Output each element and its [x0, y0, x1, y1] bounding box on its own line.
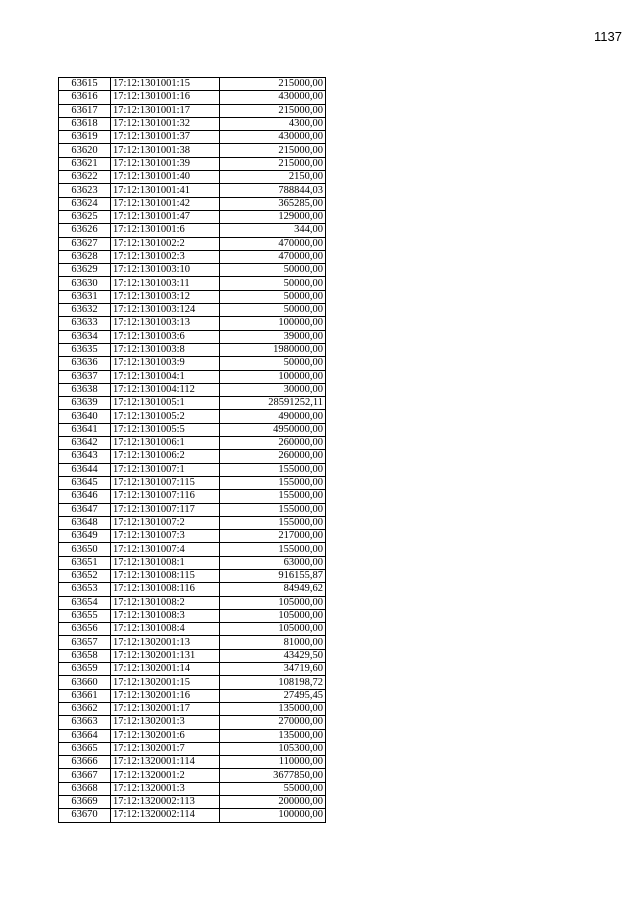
- row-number-cell: 63639: [59, 397, 111, 410]
- cadastral-number-cell: 17:12:1301001:39: [111, 157, 220, 170]
- cadastral-number-cell: 17:12:1301005:2: [111, 410, 220, 423]
- cadastral-number-cell: 17:12:1301007:4: [111, 543, 220, 556]
- amount-cell: 4300,00: [220, 117, 326, 130]
- row-number-cell: 63646: [59, 490, 111, 503]
- amount-cell: 105000,00: [220, 623, 326, 636]
- table-row: [59, 157, 326, 170]
- cadastral-number-cell: 17:12:1301003:12: [111, 290, 220, 303]
- amount-cell: 110000,00: [220, 756, 326, 769]
- amount-cell: 100000,00: [220, 809, 326, 822]
- table-row: [59, 623, 326, 636]
- cadastral-number-cell: 17:12:1301006:1: [111, 437, 220, 450]
- cadastral-number-cell: 17:12:1301003:8: [111, 343, 220, 356]
- amount-cell: 27495,45: [220, 689, 326, 702]
- table-row: [59, 556, 326, 569]
- row-number-cell: 63666: [59, 756, 111, 769]
- table-row: [59, 583, 326, 596]
- table-row: [59, 423, 326, 436]
- cadastral-number-cell: 17:12:1301008:115: [111, 569, 220, 582]
- amount-cell: 84949,62: [220, 583, 326, 596]
- cadastral-number-cell: 17:12:1301008:4: [111, 623, 220, 636]
- row-number-cell: 63623: [59, 184, 111, 197]
- row-number-cell: 63629: [59, 264, 111, 277]
- row-number-cell: 63643: [59, 450, 111, 463]
- table-row: [59, 184, 326, 197]
- cadastral-number-cell: 17:12:1301001:32: [111, 117, 220, 130]
- row-number-cell: 63661: [59, 689, 111, 702]
- amount-cell: 260000,00: [220, 450, 326, 463]
- cadastral-number-cell: 17:12:1301002:3: [111, 250, 220, 263]
- table-row: [59, 689, 326, 702]
- amount-cell: 215000,00: [220, 157, 326, 170]
- amount-cell: 155000,00: [220, 476, 326, 489]
- cadastral-number-cell: 17:12:1320002:114: [111, 809, 220, 822]
- table-body: [59, 78, 326, 823]
- table-row: [59, 716, 326, 729]
- table-row: [59, 463, 326, 476]
- row-number-cell: 63642: [59, 437, 111, 450]
- cadastral-number-cell: 17:12:1302001:3: [111, 716, 220, 729]
- amount-cell: 105300,00: [220, 742, 326, 755]
- table-row: [59, 370, 326, 383]
- row-number-cell: 63633: [59, 317, 111, 330]
- row-number-cell: 63628: [59, 250, 111, 263]
- table-row: [59, 210, 326, 223]
- data-table: [58, 77, 326, 823]
- cadastral-number-cell: 17:12:1301002:2: [111, 237, 220, 250]
- row-number-cell: 63662: [59, 702, 111, 715]
- amount-cell: 490000,00: [220, 410, 326, 423]
- table-row: [59, 609, 326, 622]
- amount-cell: 217000,00: [220, 530, 326, 543]
- table-row: [59, 437, 326, 450]
- cadastral-number-cell: 17:12:1302001:13: [111, 636, 220, 649]
- row-number-cell: 63622: [59, 171, 111, 184]
- amount-cell: 430000,00: [220, 131, 326, 144]
- amount-cell: 39000,00: [220, 330, 326, 343]
- cadastral-number-cell: 17:12:1320002:113: [111, 796, 220, 809]
- table-row: [59, 663, 326, 676]
- table-row: [59, 317, 326, 330]
- table-row: [59, 383, 326, 396]
- amount-cell: 30000,00: [220, 383, 326, 396]
- amount-cell: 215000,00: [220, 144, 326, 157]
- cadastral-number-cell: 17:12:1302001:16: [111, 689, 220, 702]
- page-number: 1137: [594, 29, 622, 44]
- row-number-cell: 63624: [59, 197, 111, 210]
- row-number-cell: 63620: [59, 144, 111, 157]
- amount-cell: 430000,00: [220, 91, 326, 104]
- row-number-cell: 63647: [59, 503, 111, 516]
- table-row: [59, 809, 326, 822]
- cadastral-number-cell: 17:12:1301001:38: [111, 144, 220, 157]
- table-row: [59, 104, 326, 117]
- table-row: [59, 410, 326, 423]
- cadastral-number-cell: 17:12:1301005:1: [111, 397, 220, 410]
- amount-cell: 344,00: [220, 224, 326, 237]
- row-number-cell: 63652: [59, 569, 111, 582]
- table-row: [59, 676, 326, 689]
- amount-cell: 105000,00: [220, 609, 326, 622]
- table-row: [59, 250, 326, 263]
- cadastral-number-cell: 17:12:1301003:11: [111, 277, 220, 290]
- row-number-cell: 63655: [59, 609, 111, 622]
- table-row: [59, 237, 326, 250]
- amount-cell: 155000,00: [220, 463, 326, 476]
- table-row: [59, 476, 326, 489]
- amount-cell: 215000,00: [220, 78, 326, 91]
- row-number-cell: 63660: [59, 676, 111, 689]
- table-row: [59, 782, 326, 795]
- amount-cell: 155000,00: [220, 503, 326, 516]
- cadastral-number-cell: 17:12:1301008:116: [111, 583, 220, 596]
- cadastral-number-cell: 17:12:1301001:17: [111, 104, 220, 117]
- amount-cell: 100000,00: [220, 370, 326, 383]
- row-number-cell: 63621: [59, 157, 111, 170]
- table-row: [59, 343, 326, 356]
- row-number-cell: 63664: [59, 729, 111, 742]
- table-row: [59, 756, 326, 769]
- table-row: [59, 503, 326, 516]
- row-number-cell: 63665: [59, 742, 111, 755]
- row-number-cell: 63637: [59, 370, 111, 383]
- amount-cell: 470000,00: [220, 250, 326, 263]
- amount-cell: 788844,03: [220, 184, 326, 197]
- table-row: [59, 530, 326, 543]
- cadastral-number-cell: 17:12:1301005:5: [111, 423, 220, 436]
- cadastral-number-cell: 17:12:1301001:15: [111, 78, 220, 91]
- cadastral-number-cell: 17:12:1301007:117: [111, 503, 220, 516]
- cadastral-number-cell: 17:12:1301001:16: [111, 91, 220, 104]
- row-number-cell: 63650: [59, 543, 111, 556]
- amount-cell: 200000,00: [220, 796, 326, 809]
- table-row: [59, 742, 326, 755]
- row-number-cell: 63640: [59, 410, 111, 423]
- row-number-cell: 63658: [59, 649, 111, 662]
- table-row: [59, 91, 326, 104]
- row-number-cell: 63630: [59, 277, 111, 290]
- cadastral-number-cell: 17:12:1301001:6: [111, 224, 220, 237]
- amount-cell: 155000,00: [220, 516, 326, 529]
- cadastral-number-cell: 17:12:1301003:124: [111, 304, 220, 317]
- amount-cell: 916155,87: [220, 569, 326, 582]
- amount-cell: 155000,00: [220, 490, 326, 503]
- table-row: [59, 264, 326, 277]
- amount-cell: 1980000,00: [220, 343, 326, 356]
- amount-cell: 50000,00: [220, 264, 326, 277]
- table-row: [59, 596, 326, 609]
- row-number-cell: 63654: [59, 596, 111, 609]
- amount-cell: 108198,72: [220, 676, 326, 689]
- row-number-cell: 63641: [59, 423, 111, 436]
- cadastral-number-cell: 17:12:1302001:17: [111, 702, 220, 715]
- amount-cell: 50000,00: [220, 304, 326, 317]
- cadastral-number-cell: 17:12:1301008:3: [111, 609, 220, 622]
- row-number-cell: 63638: [59, 383, 111, 396]
- row-number-cell: 63632: [59, 304, 111, 317]
- cadastral-number-cell: 17:12:1301007:3: [111, 530, 220, 543]
- row-number-cell: 63618: [59, 117, 111, 130]
- table-row: [59, 304, 326, 317]
- row-number-cell: 63616: [59, 91, 111, 104]
- cadastral-number-cell: 17:12:1301001:40: [111, 171, 220, 184]
- amount-cell: 50000,00: [220, 290, 326, 303]
- row-number-cell: 63635: [59, 343, 111, 356]
- amount-cell: 365285,00: [220, 197, 326, 210]
- cadastral-number-cell: 17:12:1301003:9: [111, 357, 220, 370]
- row-number-cell: 63627: [59, 237, 111, 250]
- row-number-cell: 63669: [59, 796, 111, 809]
- table-row: [59, 702, 326, 715]
- amount-cell: 50000,00: [220, 357, 326, 370]
- table-row: [59, 144, 326, 157]
- amount-cell: 81000,00: [220, 636, 326, 649]
- cadastral-number-cell: 17:12:1301003:13: [111, 317, 220, 330]
- table-row: [59, 131, 326, 144]
- cadastral-number-cell: 17:12:1301004:112: [111, 383, 220, 396]
- cadastral-number-cell: 17:12:1320001:114: [111, 756, 220, 769]
- amount-cell: 260000,00: [220, 437, 326, 450]
- cadastral-number-cell: 17:12:1301001:47: [111, 210, 220, 223]
- row-number-cell: 63668: [59, 782, 111, 795]
- cadastral-number-cell: 17:12:1320001:3: [111, 782, 220, 795]
- amount-cell: 50000,00: [220, 277, 326, 290]
- row-number-cell: 63636: [59, 357, 111, 370]
- row-number-cell: 63634: [59, 330, 111, 343]
- cadastral-number-cell: 17:12:1302001:131: [111, 649, 220, 662]
- row-number-cell: 63617: [59, 104, 111, 117]
- row-number-cell: 63645: [59, 476, 111, 489]
- cadastral-number-cell: 17:12:1301007:2: [111, 516, 220, 529]
- table-row: [59, 277, 326, 290]
- table-row: [59, 636, 326, 649]
- row-number-cell: 63631: [59, 290, 111, 303]
- amount-cell: 105000,00: [220, 596, 326, 609]
- cadastral-number-cell: 17:12:1302001:14: [111, 663, 220, 676]
- table-row: [59, 490, 326, 503]
- table-row: [59, 171, 326, 184]
- amount-cell: 55000,00: [220, 782, 326, 795]
- amount-cell: 135000,00: [220, 729, 326, 742]
- cadastral-number-cell: 17:12:1301008:1: [111, 556, 220, 569]
- amount-cell: 28591252,11: [220, 397, 326, 410]
- row-number-cell: 63659: [59, 663, 111, 676]
- table-row: [59, 197, 326, 210]
- cadastral-number-cell: 17:12:1302001:6: [111, 729, 220, 742]
- table-row: [59, 796, 326, 809]
- amount-cell: 270000,00: [220, 716, 326, 729]
- cadastral-number-cell: 17:12:1301003:10: [111, 264, 220, 277]
- row-number-cell: 63667: [59, 769, 111, 782]
- amount-cell: 155000,00: [220, 543, 326, 556]
- row-number-cell: 63649: [59, 530, 111, 543]
- table-row: [59, 357, 326, 370]
- cadastral-number-cell: 17:12:1301008:2: [111, 596, 220, 609]
- amount-cell: 4950000,00: [220, 423, 326, 436]
- table-row: [59, 397, 326, 410]
- table-row: [59, 330, 326, 343]
- row-number-cell: 63653: [59, 583, 111, 596]
- cadastral-number-cell: 17:12:1301001:41: [111, 184, 220, 197]
- table-row: [59, 729, 326, 742]
- amount-cell: 100000,00: [220, 317, 326, 330]
- row-number-cell: 63663: [59, 716, 111, 729]
- amount-cell: 215000,00: [220, 104, 326, 117]
- cadastral-number-cell: 17:12:1320001:2: [111, 769, 220, 782]
- amount-cell: 135000,00: [220, 702, 326, 715]
- cadastral-number-cell: 17:12:1301007:115: [111, 476, 220, 489]
- table-row: [59, 569, 326, 582]
- row-number-cell: 63656: [59, 623, 111, 636]
- cadastral-number-cell: 17:12:1301001:37: [111, 131, 220, 144]
- cadastral-number-cell: 17:12:1301007:116: [111, 490, 220, 503]
- row-number-cell: 63626: [59, 224, 111, 237]
- table-row: [59, 769, 326, 782]
- amount-cell: 34719,60: [220, 663, 326, 676]
- cadastral-number-cell: 17:12:1301004:1: [111, 370, 220, 383]
- row-number-cell: 63651: [59, 556, 111, 569]
- table-row: [59, 117, 326, 130]
- table-row: [59, 649, 326, 662]
- cadastral-number-cell: 17:12:1301003:6: [111, 330, 220, 343]
- cadastral-number-cell: 17:12:1302001:15: [111, 676, 220, 689]
- amount-cell: 129000,00: [220, 210, 326, 223]
- cadastral-number-cell: 17:12:1301001:42: [111, 197, 220, 210]
- cadastral-number-cell: 17:12:1302001:7: [111, 742, 220, 755]
- row-number-cell: 63615: [59, 78, 111, 91]
- amount-cell: 3677850,00: [220, 769, 326, 782]
- table-row: [59, 543, 326, 556]
- row-number-cell: 63644: [59, 463, 111, 476]
- table-row: [59, 224, 326, 237]
- row-number-cell: 63619: [59, 131, 111, 144]
- amount-cell: 2150,00: [220, 171, 326, 184]
- amount-cell: 63000,00: [220, 556, 326, 569]
- table-row: [59, 516, 326, 529]
- table-row: [59, 450, 326, 463]
- row-number-cell: 63657: [59, 636, 111, 649]
- row-number-cell: 63625: [59, 210, 111, 223]
- cadastral-number-cell: 17:12:1301007:1: [111, 463, 220, 476]
- amount-cell: 470000,00: [220, 237, 326, 250]
- amount-cell: 43429,50: [220, 649, 326, 662]
- row-number-cell: 63648: [59, 516, 111, 529]
- row-number-cell: 63670: [59, 809, 111, 822]
- table-row: [59, 78, 326, 91]
- cadastral-number-cell: 17:12:1301006:2: [111, 450, 220, 463]
- table-row: [59, 290, 326, 303]
